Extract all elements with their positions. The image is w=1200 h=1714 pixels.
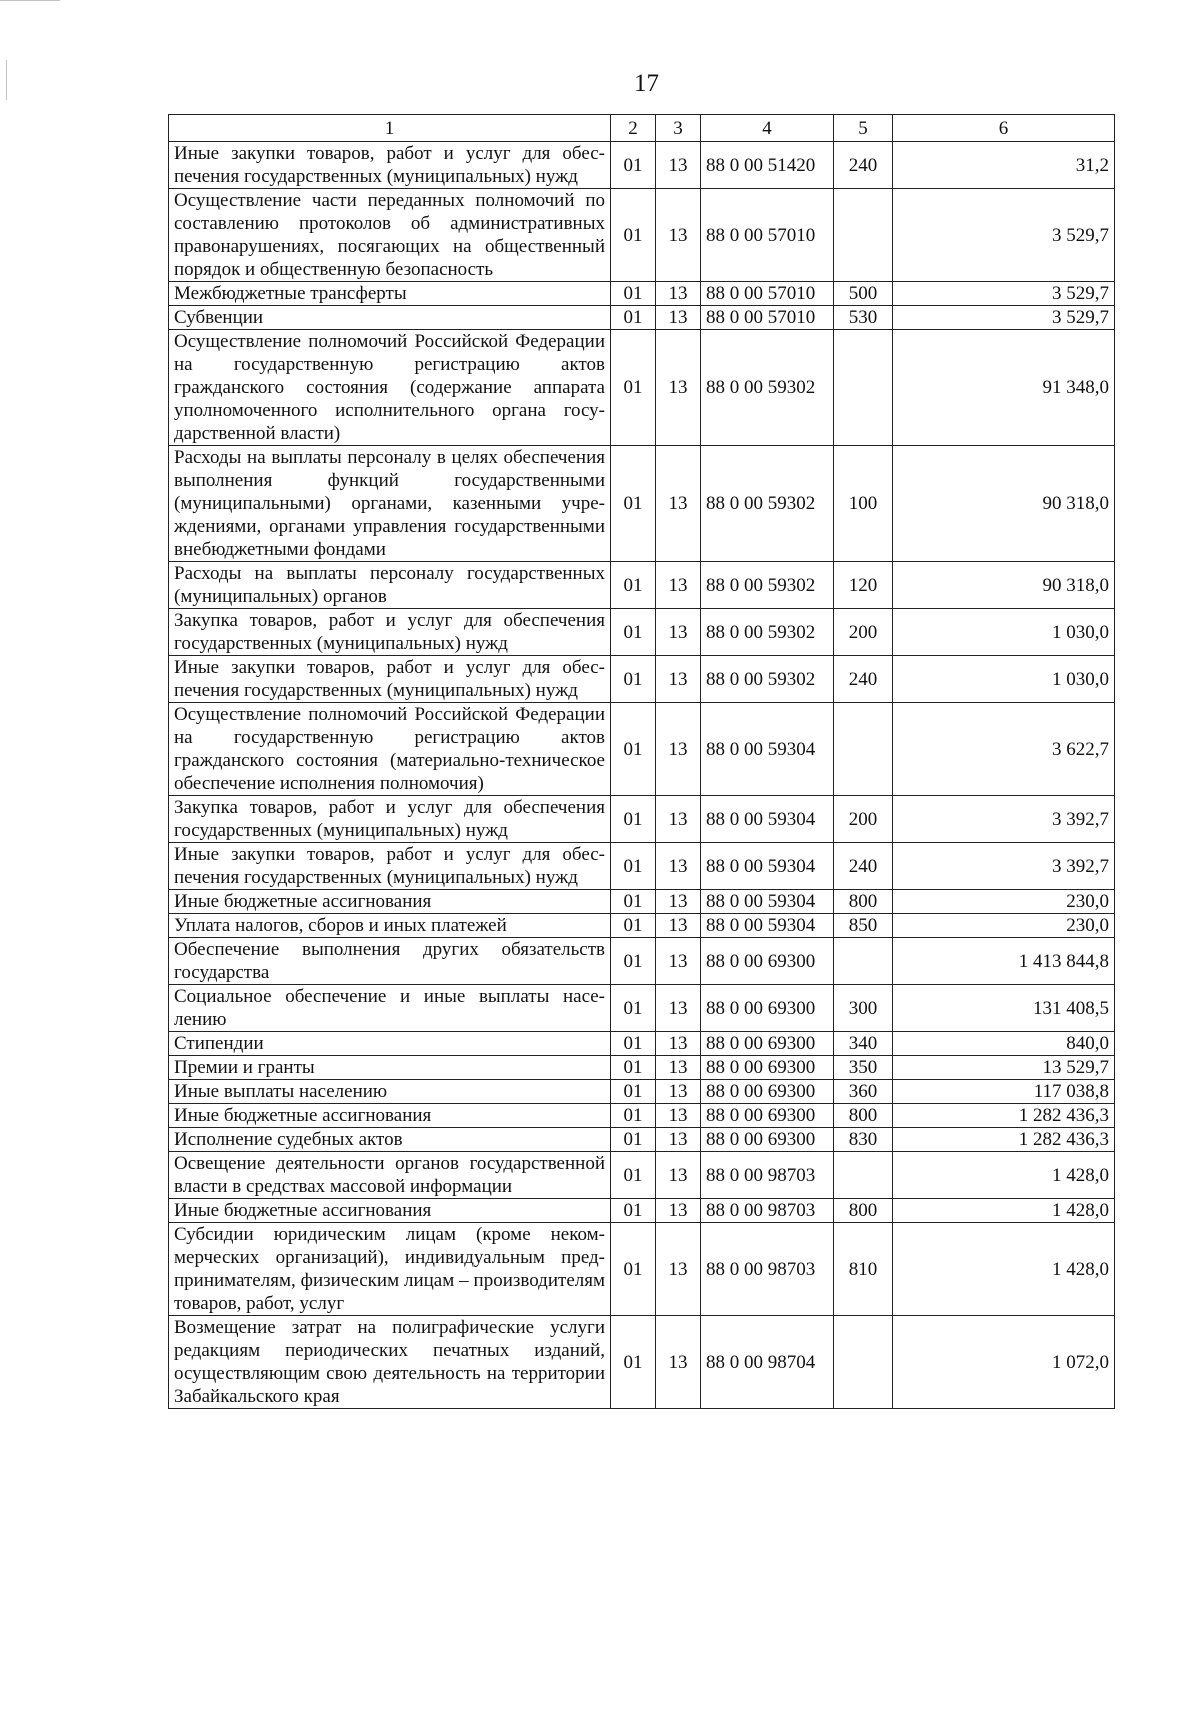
scan-artifact-line [0, 0, 60, 1]
expense-type-cell [834, 330, 893, 446]
header-cell: 2 [611, 115, 656, 142]
table-row [169, 1128, 1115, 1152]
table-row [169, 1223, 1115, 1316]
subsection-cell: 13 [656, 843, 701, 890]
section-cell: 01 [611, 1316, 656, 1409]
target-code-cell: 88 0 00 98703 [701, 1152, 834, 1199]
subsection-cell: 13 [656, 306, 701, 330]
row-name-cell: Иные бюджетные ассигнования [169, 1199, 611, 1223]
amount-cell: 1 282 436,3 [893, 1104, 1115, 1128]
row-name-cell: Освещение деятельности органов государственной власти в средствах массовой информации [169, 1152, 611, 1199]
table-row [169, 703, 1115, 796]
amount-cell: 3 529,7 [893, 306, 1115, 330]
subsection-cell: 13 [656, 609, 701, 656]
table-row [169, 1199, 1115, 1223]
amount-cell: 840,0 [893, 1032, 1115, 1056]
section-cell: 01 [611, 609, 656, 656]
row-name-cell: Социальное обеспечение и иные выплаты населению [169, 985, 611, 1032]
amount-cell: 1 413 844,8 [893, 938, 1115, 985]
table-row [169, 914, 1115, 938]
table-row [169, 446, 1115, 562]
row-name-cell: Исполнение судебных актов [169, 1128, 611, 1152]
section-cell: 01 [611, 1080, 656, 1104]
subsection-cell: 13 [656, 890, 701, 914]
expense-type-cell: 200 [834, 796, 893, 843]
table-row [169, 330, 1115, 446]
expense-type-cell: 800 [834, 890, 893, 914]
expense-type-cell [834, 938, 893, 985]
amount-cell: 1 428,0 [893, 1152, 1115, 1199]
amount-cell: 90 318,0 [893, 562, 1115, 609]
section-cell: 01 [611, 914, 656, 938]
header-cell: 1 [169, 115, 611, 142]
row-name-cell: Субвенции [169, 306, 611, 330]
amount-cell: 13 529,7 [893, 1056, 1115, 1080]
subsection-cell: 13 [656, 1080, 701, 1104]
section-cell: 01 [611, 446, 656, 562]
expense-type-cell [834, 1316, 893, 1409]
table-row [169, 142, 1115, 189]
budget-table [168, 114, 1115, 1409]
subsection-cell: 13 [656, 1199, 701, 1223]
row-name-cell: Осуществление полномочий Российской Федерации на государственную регистрацию актов гражданского состояния (содержание аппарата уполномоченного исполнительного органа государственной власти) [169, 330, 611, 446]
subsection-cell: 13 [656, 189, 701, 282]
table-row [169, 1032, 1115, 1056]
section-cell: 01 [611, 890, 656, 914]
section-cell: 01 [611, 189, 656, 282]
expense-type-cell: 240 [834, 142, 893, 189]
table-row [169, 189, 1115, 282]
row-name-cell: Осуществление полномочий Российской Федерации на государственную регистрацию актов гражданского состояния (материально-техническое обеспечение исполнения полномочия) [169, 703, 611, 796]
page-number: 17 [634, 70, 659, 97]
subsection-cell: 13 [656, 1104, 701, 1128]
amount-cell: 131 408,5 [893, 985, 1115, 1032]
target-code-cell: 88 0 00 59302 [701, 446, 834, 562]
subsection-cell: 13 [656, 703, 701, 796]
row-name-cell: Закупка товаров, работ и услуг для обеспечения государственных (муниципальных) нужд [169, 796, 611, 843]
section-cell: 01 [611, 562, 656, 609]
section-cell: 01 [611, 1056, 656, 1080]
row-name-cell: Расходы на выплаты персоналу государственных (муниципальных) органов [169, 562, 611, 609]
expense-type-cell [834, 703, 893, 796]
target-code-cell: 88 0 00 57010 [701, 282, 834, 306]
table-row [169, 985, 1115, 1032]
target-code-cell: 88 0 00 69300 [701, 1128, 834, 1152]
target-code-cell: 88 0 00 59304 [701, 843, 834, 890]
table-row [169, 306, 1115, 330]
row-name-cell: Субсидии юридическим лицам (кроме некоммерческих организаций), индивидуальным предпринимателям, физическим лицам – производителям товаров, работ, услуг [169, 1223, 611, 1316]
header-cell: 6 [893, 115, 1115, 142]
table-row [169, 938, 1115, 985]
row-name-cell: Обеспечение выполнения других обязательств государства [169, 938, 611, 985]
expense-type-cell: 340 [834, 1032, 893, 1056]
row-name-cell: Иные выплаты населению [169, 1080, 611, 1104]
row-name-cell: Иные бюджетные ассигнования [169, 890, 611, 914]
section-cell: 01 [611, 796, 656, 843]
row-name-cell: Расходы на выплаты персоналу в целях обеспечения выполнения функций государственными (муниципальными) органами, казенными учреждениями, органами управления государственными внебюджетными фондами [169, 446, 611, 562]
amount-cell: 1 428,0 [893, 1223, 1115, 1316]
section-cell: 01 [611, 1104, 656, 1128]
amount-cell: 90 318,0 [893, 446, 1115, 562]
target-code-cell: 88 0 00 98703 [701, 1223, 834, 1316]
section-cell: 01 [611, 1152, 656, 1199]
subsection-cell: 13 [656, 914, 701, 938]
target-code-cell: 88 0 00 69300 [701, 1032, 834, 1056]
target-code-cell: 88 0 00 59304 [701, 796, 834, 843]
subsection-cell: 13 [656, 656, 701, 703]
target-code-cell: 88 0 00 59302 [701, 609, 834, 656]
amount-cell: 1 030,0 [893, 609, 1115, 656]
header-cell: 4 [701, 115, 834, 142]
subsection-cell: 13 [656, 1316, 701, 1409]
expense-type-cell: 800 [834, 1199, 893, 1223]
scan-artifact-line [6, 60, 7, 100]
target-code-cell: 88 0 00 59302 [701, 656, 834, 703]
expense-type-cell [834, 1152, 893, 1199]
section-cell: 01 [611, 1032, 656, 1056]
target-code-cell: 88 0 00 69300 [701, 1080, 834, 1104]
target-code-cell: 88 0 00 98703 [701, 1199, 834, 1223]
target-code-cell: 88 0 00 59302 [701, 330, 834, 446]
expense-type-cell: 100 [834, 446, 893, 562]
expense-type-cell: 800 [834, 1104, 893, 1128]
table-row [169, 1080, 1115, 1104]
subsection-cell: 13 [656, 985, 701, 1032]
row-name-cell: Премии и гранты [169, 1056, 611, 1080]
expense-type-cell: 530 [834, 306, 893, 330]
subsection-cell: 13 [656, 446, 701, 562]
amount-cell: 31,2 [893, 142, 1115, 189]
section-cell: 01 [611, 1199, 656, 1223]
section-cell: 01 [611, 1128, 656, 1152]
expense-type-cell: 810 [834, 1223, 893, 1316]
table-row [169, 1152, 1115, 1199]
subsection-cell: 13 [656, 1152, 701, 1199]
target-code-cell: 88 0 00 57010 [701, 189, 834, 282]
table-row [169, 1104, 1115, 1128]
table-row [169, 609, 1115, 656]
expense-type-cell: 350 [834, 1056, 893, 1080]
subsection-cell: 13 [656, 282, 701, 306]
row-name-cell: Межбюджетные трансферты [169, 282, 611, 306]
subsection-cell: 13 [656, 330, 701, 446]
row-name-cell: Иные закупки товаров, работ и услуг для обеспечения государственных (муниципальных) нужд [169, 656, 611, 703]
amount-cell: 91 348,0 [893, 330, 1115, 446]
expense-type-cell: 360 [834, 1080, 893, 1104]
amount-cell: 3 529,7 [893, 189, 1115, 282]
amount-cell: 3 392,7 [893, 843, 1115, 890]
target-code-cell: 88 0 00 59304 [701, 914, 834, 938]
expense-type-cell: 850 [834, 914, 893, 938]
section-cell: 01 [611, 938, 656, 985]
subsection-cell: 13 [656, 562, 701, 609]
table-row [169, 1056, 1115, 1080]
section-cell: 01 [611, 843, 656, 890]
target-code-cell: 88 0 00 51420 [701, 142, 834, 189]
expense-type-cell: 500 [834, 282, 893, 306]
target-code-cell: 88 0 00 69300 [701, 985, 834, 1032]
header-cell: 5 [834, 115, 893, 142]
expense-type-cell [834, 189, 893, 282]
target-code-cell: 88 0 00 98704 [701, 1316, 834, 1409]
row-name-cell: Стипендии [169, 1032, 611, 1056]
table-row [169, 562, 1115, 609]
amount-cell: 1 072,0 [893, 1316, 1115, 1409]
amount-cell: 1 282 436,3 [893, 1128, 1115, 1152]
amount-cell: 230,0 [893, 890, 1115, 914]
target-code-cell: 88 0 00 69300 [701, 938, 834, 985]
row-name-cell: Возмещение затрат на полиграфические услуги редакциям периодических печатных изданий, осуществляющим свою деятельность на территории Забайкальского края [169, 1316, 611, 1409]
row-name-cell: Осуществление части переданных полномочий по составлению протоколов об административных правонарушениях, посягающих на общественный порядок и общественную безопасность [169, 189, 611, 282]
subsection-cell: 13 [656, 796, 701, 843]
subsection-cell: 13 [656, 1032, 701, 1056]
row-name-cell: Уплата налогов, сборов и иных платежей [169, 914, 611, 938]
subsection-cell: 13 [656, 938, 701, 985]
table-header-row [169, 115, 1115, 142]
section-cell: 01 [611, 306, 656, 330]
table-row [169, 656, 1115, 703]
table-row [169, 282, 1115, 306]
expense-type-cell: 300 [834, 985, 893, 1032]
section-cell: 01 [611, 656, 656, 703]
amount-cell: 117 038,8 [893, 1080, 1115, 1104]
expense-type-cell: 240 [834, 656, 893, 703]
table-row [169, 843, 1115, 890]
expense-type-cell: 200 [834, 609, 893, 656]
expense-type-cell: 830 [834, 1128, 893, 1152]
section-cell: 01 [611, 282, 656, 306]
amount-cell: 3 622,7 [893, 703, 1115, 796]
section-cell: 01 [611, 1223, 656, 1316]
table-row [169, 1316, 1115, 1409]
row-name-cell: Иные бюджетные ассигнования [169, 1104, 611, 1128]
row-name-cell: Иные закупки товаров, работ и услуг для обеспечения государственных (муниципальных) нужд [169, 142, 611, 189]
target-code-cell: 88 0 00 59304 [701, 703, 834, 796]
amount-cell: 1 428,0 [893, 1199, 1115, 1223]
target-code-cell: 88 0 00 57010 [701, 306, 834, 330]
row-name-cell: Иные закупки товаров, работ и услуг для обеспечения государственных (муниципальных) нужд [169, 843, 611, 890]
target-code-cell: 88 0 00 59302 [701, 562, 834, 609]
amount-cell: 3 392,7 [893, 796, 1115, 843]
subsection-cell: 13 [656, 1056, 701, 1080]
section-cell: 01 [611, 985, 656, 1032]
section-cell: 01 [611, 330, 656, 446]
subsection-cell: 13 [656, 1128, 701, 1152]
subsection-cell: 13 [656, 142, 701, 189]
table-row [169, 890, 1115, 914]
target-code-cell: 88 0 00 59304 [701, 890, 834, 914]
expense-type-cell: 240 [834, 843, 893, 890]
amount-cell: 230,0 [893, 914, 1115, 938]
header-cell: 3 [656, 115, 701, 142]
target-code-cell: 88 0 00 69300 [701, 1056, 834, 1080]
section-cell: 01 [611, 703, 656, 796]
amount-cell: 1 030,0 [893, 656, 1115, 703]
section-cell: 01 [611, 142, 656, 189]
expense-type-cell: 120 [834, 562, 893, 609]
amount-cell: 3 529,7 [893, 282, 1115, 306]
table-row [169, 796, 1115, 843]
row-name-cell: Закупка товаров, работ и услуг для обеспечения государственных (муниципальных) нужд [169, 609, 611, 656]
target-code-cell: 88 0 00 69300 [701, 1104, 834, 1128]
subsection-cell: 13 [656, 1223, 701, 1316]
